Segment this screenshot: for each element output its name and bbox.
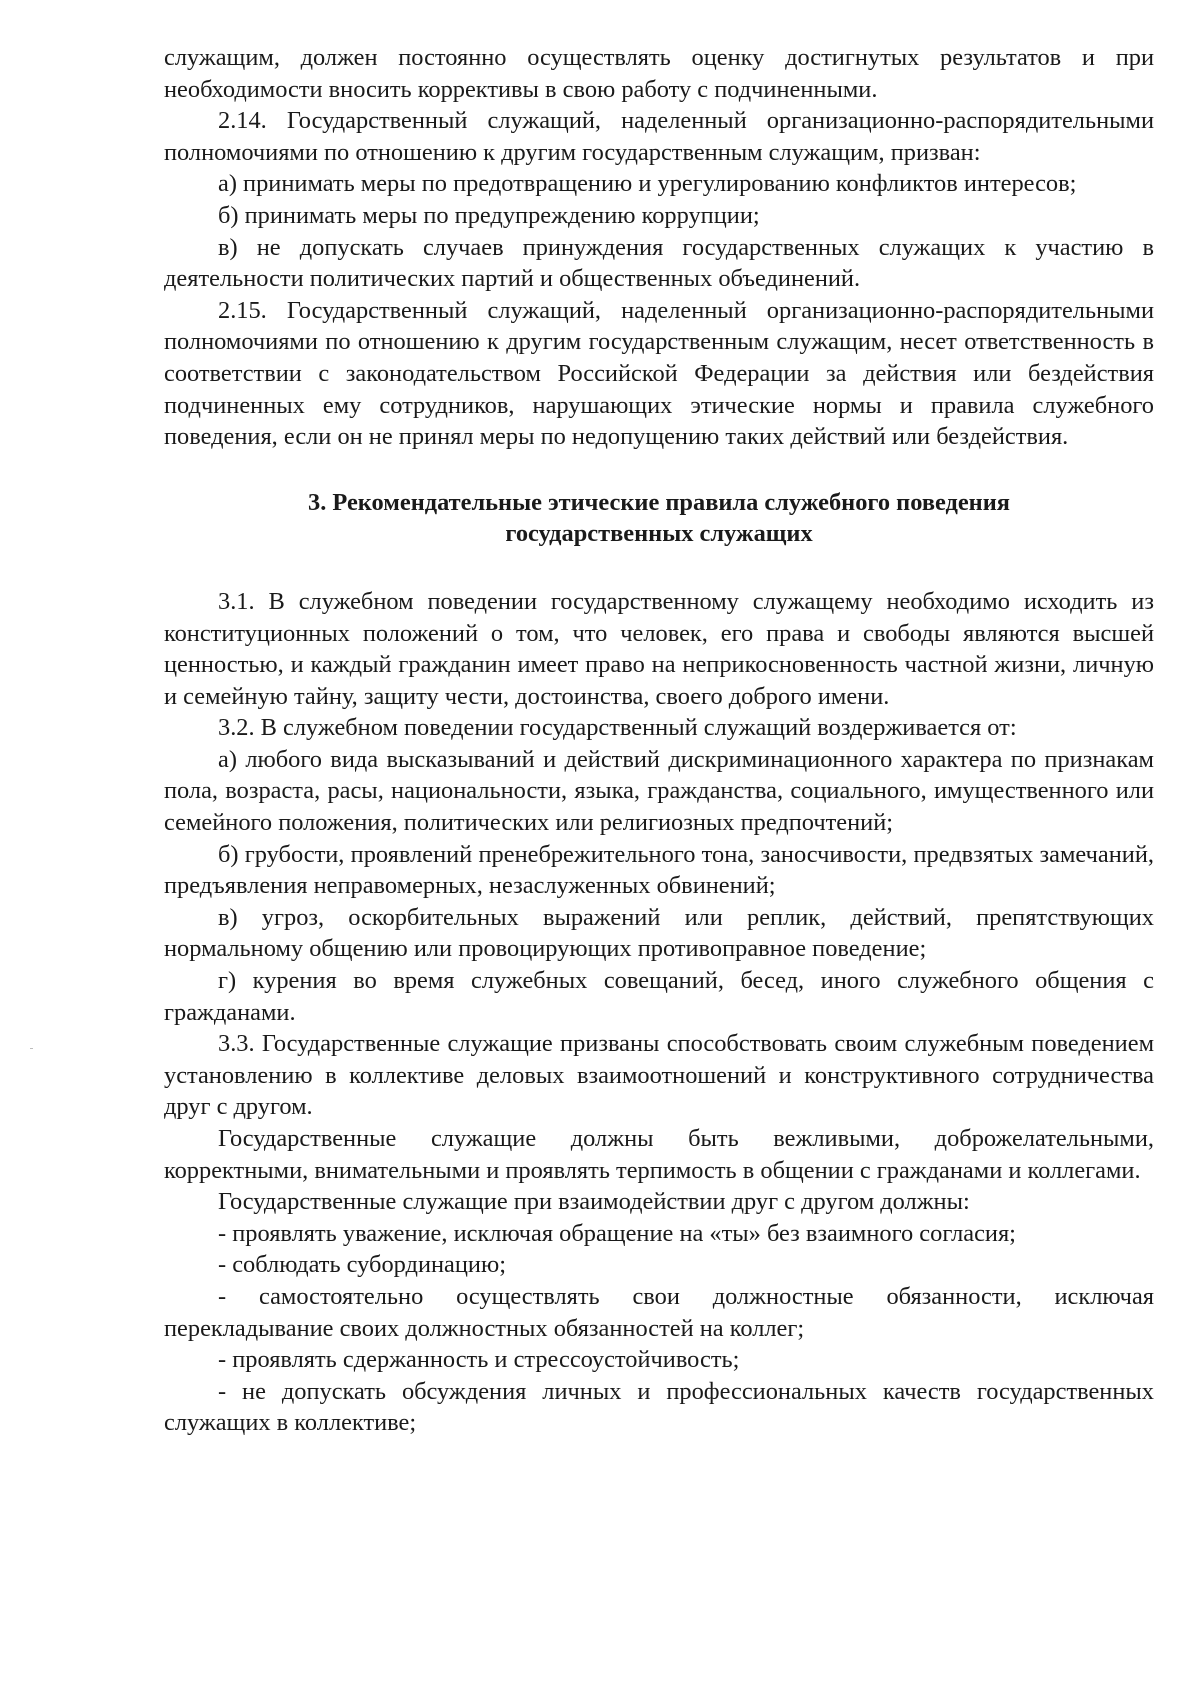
list-item-duties: - самостоятельно осуществлять свои должностные обязанности, исключая перекладывание своих должностных обязанностей на коллег; — [164, 1282, 1154, 1342]
paragraph-3-2-a: а) любого вида высказываний и действий дискриминационного характера по признакам пола, возраста, расы, национальности, языка, гражданства, социального, имущественного или семейного положения, политических или религиозных предпочтений; — [164, 745, 1154, 837]
paragraph-politeness: Государственные служащие должны быть вежливыми, доброжелательными, корректными, внимательными и проявлять терпимость в общении с гражданами и коллегами. — [164, 1125, 1154, 1184]
list-item-respect: - проявлять уважение, исключая обращение на «ты» без взаимного согласия; — [218, 1219, 1016, 1247]
section-heading-line-2: государственных служащих — [505, 520, 813, 548]
paragraph-2-14-a: а) принимать меры по предотвращению и урегулированию конфликтов интересов; — [218, 170, 1077, 198]
paragraph-2-14: 2.14. Государственный служащий, наделенный организационно-распорядительными полномочиями по отношению к другим государственным служащим, призван: — [164, 107, 1154, 166]
paragraph-2-14-v: в) не допускать случаев принуждения государственных служащих к участию в деятельности политических партий и общественных объединений. — [164, 233, 1154, 293]
document-page — [164, 42, 1154, 1439]
paragraph-3-2-b: б) грубости, проявлений пренебрежительного тона, заносчивости, предвзятых замечаний, предъявления неправомерных, незаслуженных обвинений; — [164, 840, 1154, 900]
paragraph-3-2: 3.2. В служебном поведении государственный служащий воздерживается от: — [218, 714, 1017, 742]
paragraph-3-2-g: г) курения во время служебных совещаний, бесед, иного служебного общения с гражданами. — [164, 967, 1154, 1026]
list-item-restraint: - проявлять сдержанность и стрессоустойчивость; — [218, 1346, 740, 1374]
paragraph-3-3: 3.3. Государственные служащие призваны способствовать своим служебным поведением установлению в коллективе деловых взаимоотношений и конструктивного сотрудничества друг с другом. — [164, 1030, 1154, 1121]
section-heading-line-1: 3. Рекомендательные этические правила служебного поведения — [308, 488, 1010, 516]
section-3-heading — [164, 487, 1154, 550]
list-item-subordination: - соблюдать субординацию; — [218, 1251, 506, 1279]
paragraph-interaction-intro: Государственные служащие при взаимодействии друг с другом должны: — [218, 1188, 970, 1216]
paragraph-3-1: 3.1. В служебном поведении государственному служащему необходимо исходить из конституционных положений о том, что человек, его права и свободы являются высшей ценностью, и каждый гражданин имеет право на неприкосновенность частной жизни, личную и семейную тайну, защиту чести, достоинства, своего доброго имени. — [164, 587, 1154, 710]
paragraph-continuation: служащим, должен постоянно осуществлять оценку достигнутых результатов и при необходимости вносить коррективы в свою работу с подчиненными. — [164, 44, 1154, 103]
paragraph-3-2-v: в) угроз, оскорбительных выражений или реплик, действий, препятствующих нормальному общению или провоцирующих противоправное поведение; — [164, 903, 1154, 963]
paragraph-2-14-b: б) принимать меры по предупреждению коррупции; — [218, 201, 760, 229]
list-item-no-discussion: - не допускать обсуждения личных и профессиональных качеств государственных служащих в коллективе; — [164, 1377, 1154, 1437]
scan-margin-speck — [30, 1048, 33, 1049]
paragraph-2-15: 2.15. Государственный служащий, наделенный организационно-распорядительными полномочиями по отношению к другим государственным служащим, несет ответственность в соответствии с законодательством Российской Федерации за действия или бездействия подчиненных ему сотрудников, нарушающих этические нормы и правила служебного поведения, если он не принял меры по недопущению таких действий или бездействия. — [164, 296, 1154, 451]
